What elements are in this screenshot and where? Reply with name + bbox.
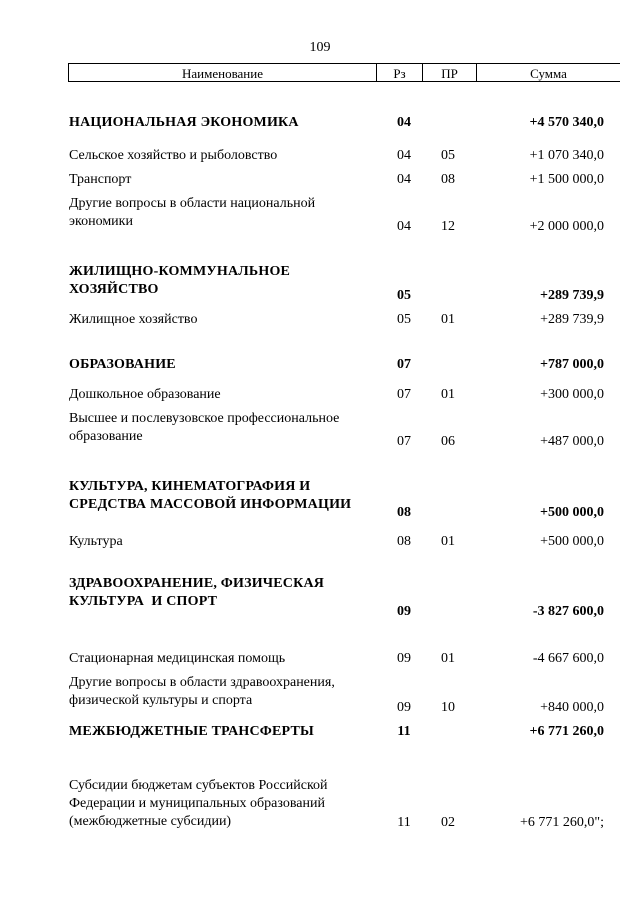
section-title: МЕЖБЮДЖЕТНЫЕ ТРАНСФЕРТЫ <box>69 724 314 739</box>
section-sum: -3 827 600,0 <box>532 604 604 619</box>
item-rz: 07 <box>397 434 411 449</box>
item-pr: 01 <box>441 534 455 549</box>
section-sum: +4 570 340,0 <box>529 115 604 130</box>
section-sum: +6 771 260,0 <box>529 724 604 739</box>
item-name: Стационарная медицинская помощь <box>69 651 286 666</box>
item-rz: 04 <box>397 148 411 163</box>
section-rz: 05 <box>397 288 411 303</box>
item-pr: 12 <box>441 219 455 234</box>
item-pr: 08 <box>441 172 455 187</box>
item-rz: 05 <box>397 312 411 327</box>
section-title: ЖИЛИЩНО-КОММУНАЛЬНОЕ ХОЗЯЙСТВО <box>69 264 291 297</box>
section-title: КУЛЬТУРА, КИНЕМАТОГРАФИЯ И СРЕДСТВА МАССОВОЙ ИНФОРМАЦИИ <box>69 479 352 512</box>
item-name: Сельское хозяйство и рыболовство <box>69 148 278 163</box>
item-rz: 04 <box>397 219 411 234</box>
item-name: Культура <box>69 534 123 549</box>
item-pr: 01 <box>441 312 455 327</box>
item-sum: +1 500 000,0 <box>529 172 604 187</box>
item-pr: 05 <box>441 148 455 163</box>
item-pr: 06 <box>441 434 455 449</box>
item-sum: +6 771 260,0"; <box>520 815 604 830</box>
section-rz: 07 <box>397 357 411 372</box>
page-number: 109 <box>309 40 331 55</box>
item-sum: +487 000,0 <box>540 434 604 449</box>
header-rz: Рз <box>376 63 422 82</box>
item-rz: 11 <box>397 815 411 830</box>
section-title: ЗДРАВООХРАНЕНИЕ, ФИЗИЧЕСКАЯ КУЛЬТУРА И СПОРТ <box>69 576 328 609</box>
section-rz: 08 <box>397 505 411 520</box>
item-sum: +840 000,0 <box>540 700 604 715</box>
item-name: Другие вопросы в области здравоохранения, физической культуры и спорта <box>69 675 335 708</box>
section-rz: 04 <box>397 115 411 130</box>
item-name: Другие вопросы в области национальной экономики <box>69 196 316 229</box>
item-rz: 04 <box>397 172 411 187</box>
item-pr: 02 <box>441 815 455 830</box>
item-name: Субсидии бюджетам субъектов Российской Федерации и муниципальных образований (межбюджетные субсидии) <box>69 778 328 829</box>
item-name: Транспорт <box>69 172 132 187</box>
section-title: НАЦИОНАЛЬНАЯ ЭКОНОМИКА <box>69 115 299 130</box>
item-pr: 01 <box>441 651 455 666</box>
item-rz: 07 <box>397 387 411 402</box>
item-rz: 09 <box>397 700 411 715</box>
item-name: Высшее и послевузовское профессиональное образование <box>69 411 340 444</box>
section-sum: +500 000,0 <box>540 505 604 520</box>
header-sum: Сумма <box>476 63 620 82</box>
item-sum: -4 667 600,0 <box>532 651 604 666</box>
header-pr: ПР <box>422 63 476 82</box>
section-rz: 11 <box>397 724 411 739</box>
item-rz: 09 <box>397 651 411 666</box>
header-name: Наименование <box>68 63 376 82</box>
item-sum: +2 000 000,0 <box>529 219 604 234</box>
item-pr: 01 <box>441 387 455 402</box>
section-title: ОБРАЗОВАНИЕ <box>69 357 176 372</box>
item-name: Дошкольное образование <box>69 387 221 402</box>
item-rz: 08 <box>397 534 411 549</box>
item-sum: +500 000,0 <box>540 534 604 549</box>
item-sum: +289 739,9 <box>540 312 604 327</box>
section-rz: 09 <box>397 604 411 619</box>
item-sum: +300 000,0 <box>540 387 604 402</box>
section-sum: +787 000,0 <box>540 357 604 372</box>
item-pr: 10 <box>441 700 455 715</box>
item-sum: +1 070 340,0 <box>529 148 604 163</box>
item-name: Жилищное хозяйство <box>69 312 198 327</box>
section-sum: +289 739,9 <box>540 288 604 303</box>
